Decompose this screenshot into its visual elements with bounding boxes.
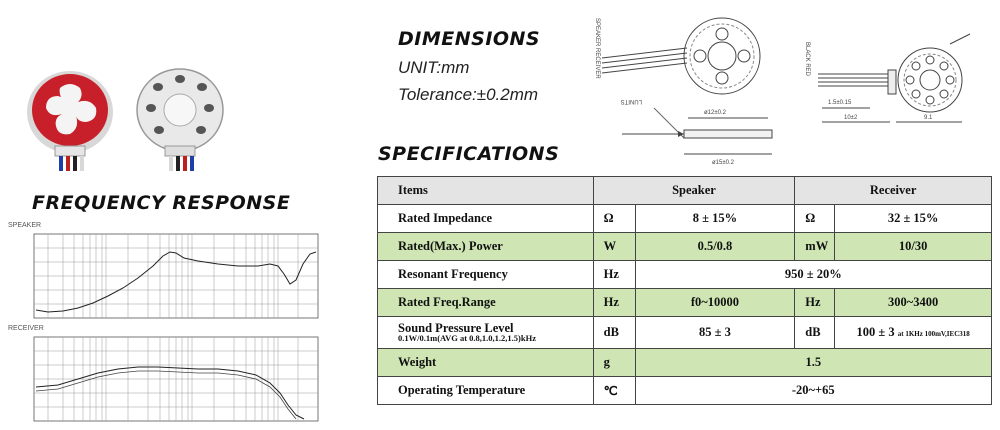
speaker-unit: Hz [593,289,635,317]
dimensions-heading: DIMENSIONS [398,28,541,50]
table-row [378,233,992,261]
receiver-value [835,317,992,349]
row-item: Rated(Max.) Power [378,233,594,261]
speaker-value: 85 ± 3 [635,317,795,349]
table-row [378,205,992,233]
table-row [378,289,992,317]
header-speaker: Speaker [593,177,795,205]
svg-text:ø12±0.2: ø12±0.2 [704,110,726,116]
receiver-unit: dB [795,317,835,349]
svg-text:SPEAKER RECEIVER: SPEAKER RECEIVER [594,18,600,79]
specifications-heading: SPECIFICATIONS [378,143,560,165]
receiver-graph-label: RECEIVER [8,325,44,332]
dimension-drawing-right [800,30,985,130]
table-row [378,317,992,349]
svg-text:9.1: 9.1 [924,115,933,121]
receiver-value-main: 100 ± 3 [856,325,895,339]
merged-value: 1.5 [635,349,991,377]
unit-text: UNIT:mm [398,58,470,77]
receiver-value-note: at 1KHz 100mV,IEC318 [897,330,970,338]
speaker-frequency-graph [8,228,326,326]
table-row [378,377,992,405]
speaker-unit: g [593,349,635,377]
row-item-label: Sound Pressure Level [398,320,514,335]
speaker-value: 0.5/0.8 [635,233,795,261]
receiver-value: 10/30 [835,233,992,261]
svg-text:ø15±0.2: ø15±0.2 [712,160,734,166]
specifications-table [377,176,992,405]
row-item: Operating Temperature [378,377,594,405]
row-item: Rated Impedance [378,205,594,233]
svg-text:10±2: 10±2 [844,115,858,121]
row-item-sublabel: 0.1W/0.1m(AVG at 0.8,1.0,1.2,1.5)kHz [398,332,536,343]
merged-value: -20~+65 [635,377,991,405]
speaker-back-photo [125,60,235,175]
row-item: Resonant Frequency [378,261,594,289]
svg-text:BLACK RED: BLACK RED [804,42,810,77]
header-items: Items [378,177,594,205]
table-row [378,349,992,377]
header-receiver: Receiver [795,177,992,205]
receiver-unit: Hz [795,289,835,317]
speaker-value: f0~10000 [635,289,795,317]
speaker-unit: W [593,233,635,261]
speaker-unit: Hz [593,261,635,289]
row-item [378,317,594,349]
speaker-value: 8 ± 15% [635,205,795,233]
speaker-unit: Ω [593,205,635,233]
row-item: Weight [378,349,594,377]
dimension-drawing-left [592,8,792,170]
receiver-frequency-graph [8,331,326,427]
table-row [378,261,992,289]
speaker-front-photo [15,60,125,175]
merged-value: 950 ± 20% [635,261,991,289]
speaker-unit: ℃ [593,377,635,405]
frequency-response-heading: FREQUENCY RESPONSE [32,192,291,214]
receiver-unit: Ω [795,205,835,233]
speaker-unit: dB [593,317,635,349]
speaker-graph-label: SPEAKER [8,222,42,229]
tolerance-text: Tolerance:±0.2mm [398,85,539,104]
table-header-row [378,177,992,205]
svg-text:LUNITS: LUNITS [620,98,642,104]
row-item: Rated Freq.Range [378,289,594,317]
receiver-value: 300~3400 [835,289,992,317]
receiver-value: 32 ± 15% [835,205,992,233]
receiver-unit: mW [795,233,835,261]
svg-text:1.5±0.15: 1.5±0.15 [828,100,852,106]
